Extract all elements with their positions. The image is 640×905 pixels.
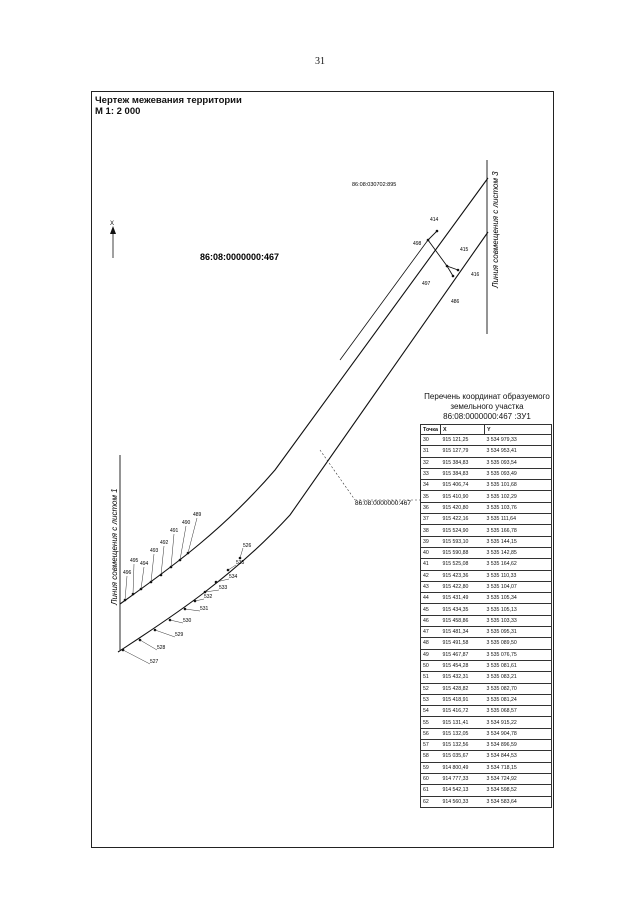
y-coordinate-cell: 3 535 104,07 [484, 581, 551, 592]
header-point: Точка [421, 425, 441, 435]
y-coordinate-cell: 3 535 083,21 [484, 672, 551, 683]
point-number-cell: 34 [421, 480, 441, 491]
x-coordinate-cell: 915 422,16 [440, 514, 484, 525]
point-number-cell: 44 [421, 593, 441, 604]
x-coordinate-cell: 915 524,90 [440, 525, 484, 536]
y-coordinate-cell: 3 535 076,75 [484, 649, 551, 660]
point-number-cell: 50 [421, 660, 441, 671]
point-label-532: 532 [204, 594, 213, 600]
point-label-528: 528 [157, 645, 166, 651]
point-number-cell: 52 [421, 683, 441, 694]
y-coordinate-cell: 3 535 144,15 [484, 536, 551, 547]
y-coordinate-cell: 3 535 093,54 [484, 457, 551, 468]
x-coordinate-cell: 915 127,79 [440, 446, 484, 457]
point-number-cell: 53 [421, 694, 441, 705]
x-coordinate-cell: 915 593,10 [440, 536, 484, 547]
point-number-cell: 32 [421, 457, 441, 468]
y-coordinate-cell: 3 535 111,64 [484, 514, 551, 525]
y-coordinate-cell: 3 535 105,34 [484, 593, 551, 604]
table-row [421, 751, 552, 762]
x-coordinate-cell: 915 416,72 [440, 706, 484, 717]
point-label-414: 414 [430, 217, 439, 223]
point-number-cell: 57 [421, 740, 441, 751]
point-label-498: 498 [413, 241, 422, 247]
point-number-cell: 30 [421, 435, 441, 446]
north-label: X [110, 221, 115, 227]
point-label-529: 529 [175, 632, 184, 638]
point-label-497: 497 [422, 281, 431, 287]
x-coordinate-cell: 915 384,83 [440, 457, 484, 468]
y-coordinate-cell: 3 534 598,52 [484, 785, 551, 796]
y-coordinate-cell: 3 535 105,13 [484, 604, 551, 615]
drawing-scale: М 1: 2 000 [95, 106, 141, 117]
north-arrow-head [110, 226, 116, 234]
table-row [421, 785, 552, 796]
table-row [421, 773, 552, 784]
table-row [421, 491, 552, 502]
parcel-main-label: 86:08:0000000:467 [200, 252, 280, 262]
table-row [421, 581, 552, 592]
table-row [421, 660, 552, 671]
x-coordinate-cell: 915 410,90 [440, 491, 484, 502]
caption-line-2: земельного участка [450, 402, 524, 411]
table-header-row [421, 425, 552, 435]
point-label-496: 496 [123, 570, 132, 576]
point-number-cell: 39 [421, 536, 441, 547]
table-row [421, 570, 552, 581]
table-row [421, 593, 552, 604]
point-label-415: 415 [460, 247, 469, 253]
table-row [421, 694, 552, 705]
drawing-title-text: Чертеж межевания территории [95, 95, 242, 106]
y-coordinate-cell: 3 534 583,64 [484, 796, 551, 807]
parcel-top-label: 86:08:030702:895 [352, 182, 397, 188]
x-coordinate-cell: 914 542,13 [440, 785, 484, 796]
table-row [421, 706, 552, 717]
point-label-535: 535 [236, 560, 245, 566]
point-number-cell: 40 [421, 547, 441, 558]
header-x: X [440, 425, 484, 435]
x-coordinate-cell: 914 777,33 [440, 773, 484, 784]
table-row [421, 638, 552, 649]
y-coordinate-cell: 3 535 082,70 [484, 683, 551, 694]
point-number-cell: 59 [421, 762, 441, 773]
y-coordinate-cell: 3 534 724,92 [484, 773, 551, 784]
table-row [421, 615, 552, 626]
point-number-cell: 55 [421, 717, 441, 728]
point-number-cell: 60 [421, 773, 441, 784]
table-row [421, 457, 552, 468]
x-coordinate-cell: 915 418,91 [440, 694, 484, 705]
y-coordinate-cell: 3 535 095,31 [484, 627, 551, 638]
x-coordinate-cell: 915 132,05 [440, 728, 484, 739]
point-label-486: 486 [451, 299, 460, 305]
table-row [421, 468, 552, 479]
x-coordinate-cell: 915 467,87 [440, 649, 484, 660]
point-number-cell: 62 [421, 796, 441, 807]
caption-line-1: Перечень координат образуемого [424, 392, 550, 401]
y-coordinate-cell: 3 535 103,76 [484, 502, 551, 513]
label-leaders [123, 518, 243, 664]
point-label-534: 534 [229, 574, 238, 580]
point-label-533: 533 [219, 585, 228, 591]
x-coordinate-cell: 915 423,36 [440, 570, 484, 581]
point-number-cell: 31 [421, 446, 441, 457]
point-number-cell: 37 [421, 514, 441, 525]
y-coordinate-cell: 3 534 915,22 [484, 717, 551, 728]
table-row [421, 717, 552, 728]
point-number-cell: 48 [421, 638, 441, 649]
y-coordinate-cell: 3 535 081,61 [484, 660, 551, 671]
x-coordinate-cell: 915 035,67 [440, 751, 484, 762]
x-coordinate-cell: 915 458,86 [440, 615, 484, 626]
point-number-cell: 58 [421, 751, 441, 762]
point-number-cell: 56 [421, 728, 441, 739]
point-label-531: 531 [200, 606, 209, 612]
x-coordinate-cell: 915 491,58 [440, 638, 484, 649]
table-row [421, 480, 552, 491]
table-row [421, 796, 552, 807]
coordinate-table [420, 424, 552, 808]
table-row [421, 672, 552, 683]
corridor-inner-line [340, 240, 428, 360]
y-coordinate-cell: 3 535 103,33 [484, 615, 551, 626]
table-row [421, 728, 552, 739]
x-coordinate-cell: 915 434,35 [440, 604, 484, 615]
point-number-cell: 36 [421, 502, 441, 513]
y-coordinate-cell: 3 535 101,68 [484, 480, 551, 491]
y-coordinate-cell: 3 535 142,85 [484, 547, 551, 558]
x-coordinate-cell: 915 422,80 [440, 581, 484, 592]
x-coordinate-cell: 915 481,34 [440, 627, 484, 638]
point-label-527: 527 [150, 659, 159, 665]
table-row [421, 604, 552, 615]
point-number-cell: 43 [421, 581, 441, 592]
point-number-cell: 51 [421, 672, 441, 683]
caption-line-3: 86:08:0000000:467 :ЗУ1 [443, 412, 531, 421]
point-label-493: 493 [150, 548, 159, 554]
point-number-cell: 42 [421, 570, 441, 581]
point-number-cell: 54 [421, 706, 441, 717]
point-label-491: 491 [170, 528, 179, 534]
y-coordinate-cell: 3 534 904,78 [484, 728, 551, 739]
point-label-490: 490 [182, 520, 191, 526]
point-number-cell: 46 [421, 615, 441, 626]
point-number-cell: 61 [421, 785, 441, 796]
point-number-cell: 45 [421, 604, 441, 615]
table-row [421, 502, 552, 513]
y-coordinate-cell: 3 535 089,50 [484, 638, 551, 649]
x-coordinate-cell: 915 428,82 [440, 683, 484, 694]
y-coordinate-cell: 3 535 102,29 [484, 491, 551, 502]
table-row [421, 525, 552, 536]
point-number-cell: 41 [421, 559, 441, 570]
table-row [421, 683, 552, 694]
coordinate-table-body [421, 435, 552, 808]
table-row [421, 547, 552, 558]
point-number-cell: 49 [421, 649, 441, 660]
match-line-sheet3-label: Линия совмещения с листом 3 [491, 171, 500, 288]
point-label-530: 530 [183, 618, 192, 624]
callout-leader [320, 450, 355, 500]
match-line-sheet1-label: Линия совмещения с листом 1 [110, 488, 119, 605]
parcel-callout-label: 86:08:0000000:467 [355, 500, 412, 507]
x-coordinate-cell: 915 432,31 [440, 672, 484, 683]
x-coordinate-cell: 914 560,33 [440, 796, 484, 807]
y-coordinate-cell: 3 535 164,62 [484, 559, 551, 570]
y-coordinate-cell: 3 535 068,57 [484, 706, 551, 717]
x-coordinate-cell: 915 121,25 [440, 435, 484, 446]
point-label-416: 416 [471, 272, 480, 278]
table-row [421, 446, 552, 457]
x-coordinate-cell: 915 132,56 [440, 740, 484, 751]
y-coordinate-cell: 3 535 081,24 [484, 694, 551, 705]
table-row [421, 536, 552, 547]
page-number: 31 [315, 56, 325, 67]
y-coordinate-cell: 3 534 979,33 [484, 435, 551, 446]
y-coordinate-cell: 3 534 953,41 [484, 446, 551, 457]
header-y: Y [484, 425, 551, 435]
point-label-494: 494 [140, 561, 149, 567]
y-coordinate-cell: 3 535 166,78 [484, 525, 551, 536]
x-coordinate-cell: 915 384,83 [440, 468, 484, 479]
x-coordinate-cell: 915 454,28 [440, 660, 484, 671]
vertex-dots [122, 230, 460, 652]
x-coordinate-cell: 915 431,49 [440, 593, 484, 604]
y-coordinate-cell: 3 534 718,15 [484, 762, 551, 773]
coordinate-table-caption [412, 392, 562, 422]
x-coordinate-cell: 915 420,80 [440, 502, 484, 513]
table-row [421, 740, 552, 751]
table-row [421, 514, 552, 525]
point-number-cell: 38 [421, 525, 441, 536]
x-coordinate-cell: 914 800,49 [440, 762, 484, 773]
point-number-cell: 33 [421, 468, 441, 479]
table-row [421, 649, 552, 660]
point-label-492: 492 [160, 540, 169, 546]
table-row [421, 627, 552, 638]
point-number-cell: 35 [421, 491, 441, 502]
y-coordinate-cell: 3 534 896,59 [484, 740, 551, 751]
point-label-489: 489 [193, 512, 202, 518]
y-coordinate-cell: 3 535 110,33 [484, 570, 551, 581]
point-label-495: 495 [130, 558, 139, 564]
table-row [421, 559, 552, 570]
y-coordinate-cell: 3 535 093,49 [484, 468, 551, 479]
table-row [421, 435, 552, 446]
x-coordinate-cell: 915 406,74 [440, 480, 484, 491]
table-row [421, 762, 552, 773]
x-coordinate-cell: 915 525,08 [440, 559, 484, 570]
y-coordinate-cell: 3 534 844,53 [484, 751, 551, 762]
point-label-526: 526 [243, 543, 252, 549]
point-number-cell: 47 [421, 627, 441, 638]
x-coordinate-cell: 915 131,41 [440, 717, 484, 728]
x-coordinate-cell: 915 590,88 [440, 547, 484, 558]
